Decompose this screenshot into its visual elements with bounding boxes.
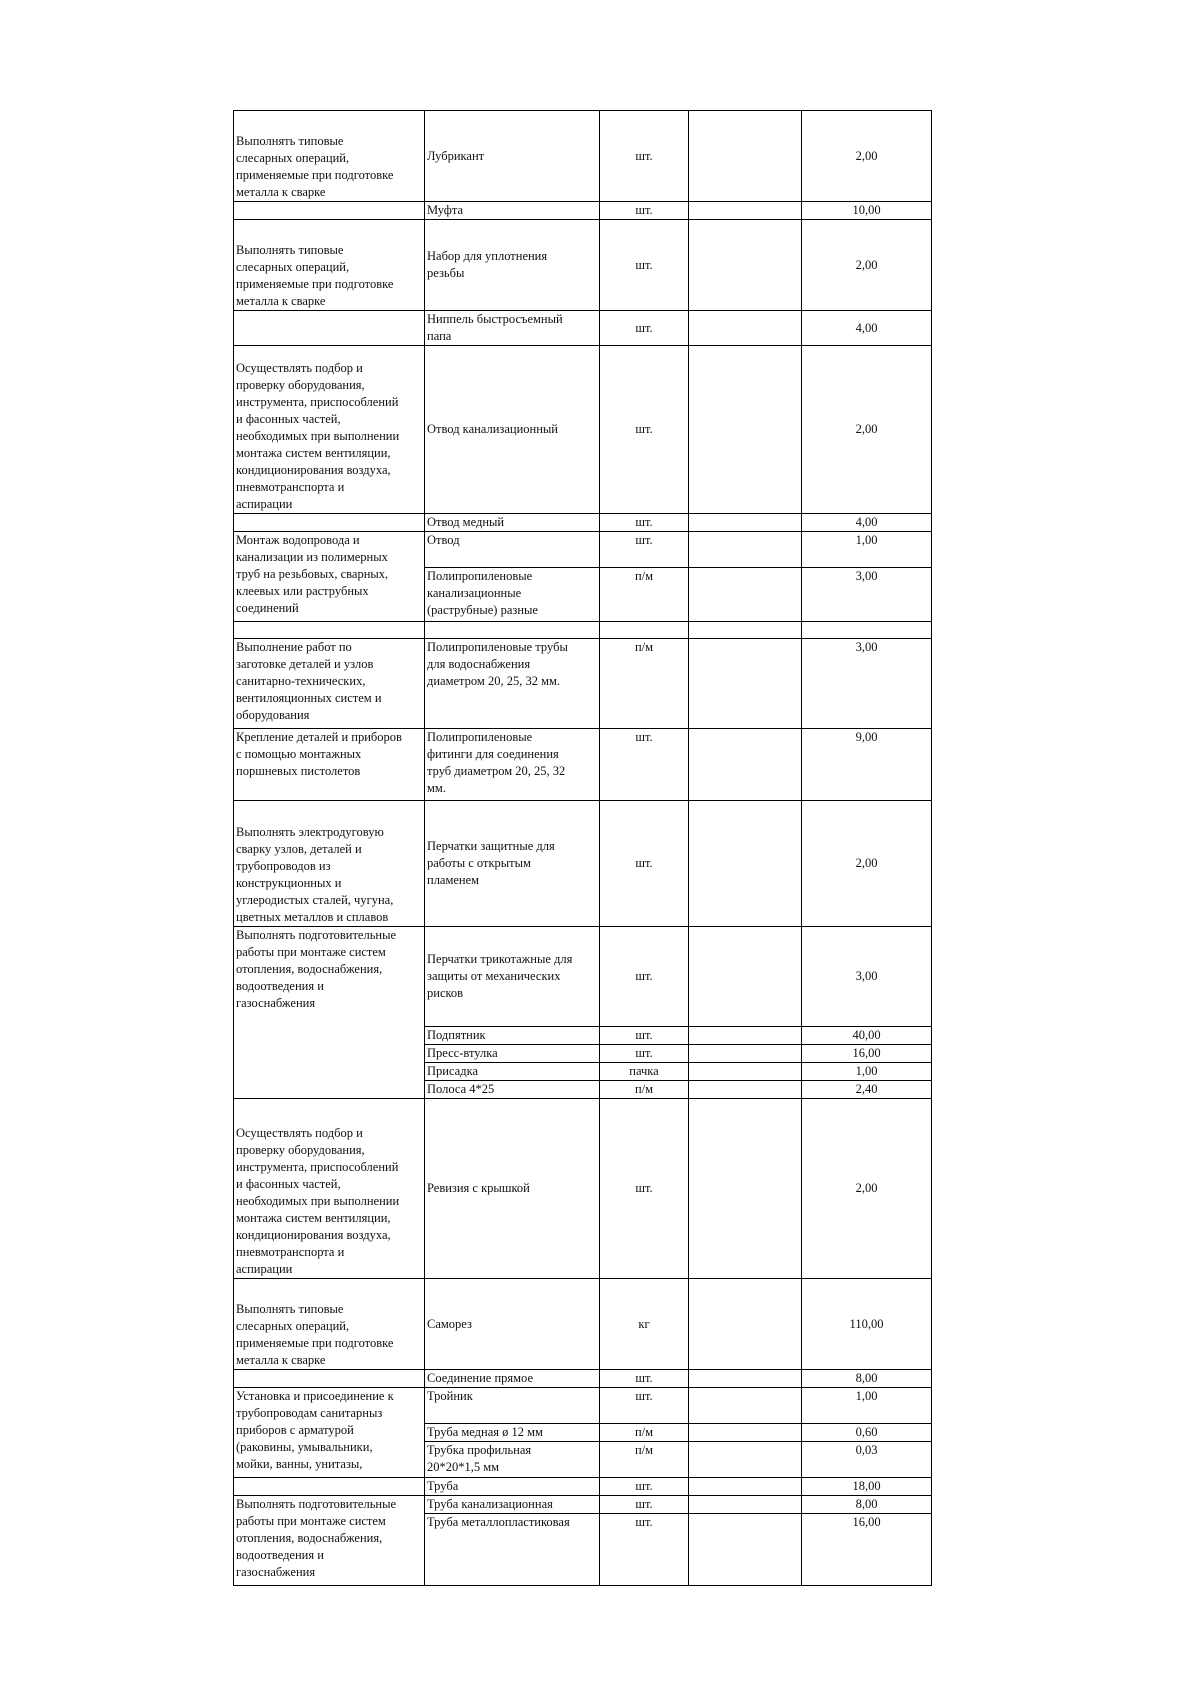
empty-cell xyxy=(689,1081,802,1099)
material-text: Тройник xyxy=(427,1389,473,1403)
material-cell xyxy=(425,532,600,568)
empty-cell xyxy=(689,801,802,927)
quantity-text: 8,00 xyxy=(855,1371,878,1385)
unit-cell xyxy=(600,622,689,639)
competence-cell xyxy=(234,1279,425,1370)
empty-cell xyxy=(689,1370,802,1388)
unit-text: п/м xyxy=(634,1082,654,1096)
quantity-cell xyxy=(802,1370,932,1388)
empty-cell xyxy=(689,1424,802,1442)
quantity-cell xyxy=(802,1442,932,1478)
table-row xyxy=(234,514,932,532)
quantity-cell xyxy=(802,927,932,1027)
empty-cell xyxy=(689,1442,802,1478)
quantity-text: 10,00 xyxy=(852,203,881,217)
quantity-cell xyxy=(802,639,932,729)
quantity-cell xyxy=(802,346,932,514)
material-text: Полоса 4*25 xyxy=(427,1082,495,1096)
unit-text: шт. xyxy=(635,1479,653,1493)
unit-text: шт. xyxy=(635,1028,653,1042)
material-text: Полипропиленовые трубы для водоснабжения диаметром 20, 25, 32 мм. xyxy=(427,640,568,688)
unit-cell xyxy=(600,532,689,568)
unit-text: шт. xyxy=(635,203,653,217)
material-cell xyxy=(425,927,600,1027)
empty-cell xyxy=(689,1388,802,1424)
competence-text: Выполнять типовые слесарных операций, применяемые при подготовке металла к сварке xyxy=(236,243,394,308)
unit-cell xyxy=(600,311,689,346)
competence-cell xyxy=(234,639,425,729)
competence-text: Выполнять подготовительные работы при монтаже систем отопления, водоснабжения, водоотведения и газоснабжения xyxy=(236,928,397,1010)
material-cell xyxy=(425,1063,600,1081)
quantity-cell xyxy=(802,622,932,639)
competence-text: Выполнять типовые слесарных операций, применяемые при подготовке металла к сварке xyxy=(236,1302,394,1367)
competence-text: Монтаж водопровода и канализации из полимерных труб на резьбовых, сварных, клеевых или раструбных соединений xyxy=(236,533,389,615)
competence-cell xyxy=(234,1370,425,1388)
empty-cell xyxy=(689,311,802,346)
unit-cell xyxy=(600,220,689,311)
table-row xyxy=(234,1370,932,1388)
unit-cell xyxy=(600,1514,689,1586)
quantity-text: 3,00 xyxy=(855,640,878,654)
quantity-text: 1,00 xyxy=(855,1064,878,1078)
competence-text: Выполнять подготовительные работы при монтаже систем отопления, водоснабжения, водоотведения и газоснабжения xyxy=(236,1497,397,1579)
material-text: Перчатки защитные для работы с открытым пламенем xyxy=(427,839,555,887)
empty-cell xyxy=(689,1045,802,1063)
quantity-text: 4,00 xyxy=(855,515,878,529)
competence-cell xyxy=(234,927,425,1099)
unit-text: шт. xyxy=(635,1181,653,1195)
unit-cell xyxy=(600,1424,689,1442)
table-row xyxy=(234,532,932,568)
material-text: Труба xyxy=(427,1479,459,1493)
material-text: Труба металлопластиковая xyxy=(427,1515,570,1529)
table-row xyxy=(234,346,932,514)
empty-cell xyxy=(689,1027,802,1045)
quantity-cell xyxy=(802,1424,932,1442)
competence-cell xyxy=(234,622,425,639)
material-cell xyxy=(425,801,600,927)
competence-cell xyxy=(234,801,425,927)
competence-cell xyxy=(234,1478,425,1496)
quantity-text: 2,00 xyxy=(855,422,878,436)
unit-text: п/м xyxy=(634,640,654,654)
quantity-text: 16,00 xyxy=(852,1046,881,1060)
quantity-cell xyxy=(802,1099,932,1279)
material-text: Отвод медный xyxy=(427,515,505,529)
material-cell xyxy=(425,1279,600,1370)
table-row xyxy=(234,639,932,729)
quantity-text: 4,00 xyxy=(855,320,878,335)
quantity-text: 40,00 xyxy=(852,1028,881,1042)
unit-cell xyxy=(600,729,689,801)
material-cell xyxy=(425,568,600,622)
quantity-cell xyxy=(802,1027,932,1045)
material-text: Пресс-втулка xyxy=(427,1046,498,1060)
competence-cell xyxy=(234,202,425,220)
material-text: Труба канализационная xyxy=(427,1497,553,1511)
material-cell xyxy=(425,111,600,202)
table-row xyxy=(234,1388,932,1424)
unit-cell xyxy=(600,1045,689,1063)
quantity-cell xyxy=(802,1081,932,1099)
material-cell xyxy=(425,622,600,639)
material-cell xyxy=(425,1099,600,1279)
quantity-text: 1,00 xyxy=(855,533,878,547)
material-text: Отвод канализационный xyxy=(427,422,558,436)
competence-text: Выполнение работ по заготовке деталей и узлов санитарно-технических, вентилояционных систем и оборудования xyxy=(236,640,382,722)
competence-cell xyxy=(234,1099,425,1279)
quantity-text: 2,00 xyxy=(855,148,878,163)
quantity-cell xyxy=(802,1496,932,1514)
material-text: Саморез xyxy=(427,1316,472,1331)
unit-text: шт. xyxy=(635,1515,653,1529)
material-text: Лубрикант xyxy=(427,148,485,163)
table-row xyxy=(234,927,932,1027)
empty-cell xyxy=(689,111,802,202)
unit-cell xyxy=(600,1496,689,1514)
material-cell xyxy=(425,1045,600,1063)
table-row xyxy=(234,801,932,927)
materials-table xyxy=(233,110,932,1586)
material-text: Труба медная ø 12 мм xyxy=(427,1425,543,1439)
material-cell xyxy=(425,729,600,801)
unit-text: шт. xyxy=(635,257,653,272)
material-cell xyxy=(425,346,600,514)
quantity-cell xyxy=(802,514,932,532)
material-cell xyxy=(425,1514,600,1586)
competence-cell xyxy=(234,111,425,202)
competence-cell xyxy=(234,346,425,514)
quantity-cell xyxy=(802,111,932,202)
competence-cell xyxy=(234,1388,425,1478)
quantity-cell xyxy=(802,220,932,311)
material-cell xyxy=(425,1370,600,1388)
quantity-cell xyxy=(802,311,932,346)
empty-cell xyxy=(689,202,802,220)
quantity-cell xyxy=(802,1279,932,1370)
quantity-text: 110,00 xyxy=(849,1316,884,1331)
material-text: Трубка профильная 20*20*1,5 мм xyxy=(427,1443,532,1474)
quantity-cell xyxy=(802,568,932,622)
material-text: Муфта xyxy=(427,203,464,217)
material-text: Полипропиленовые канализационные (раструбные) разные xyxy=(427,569,538,617)
quantity-text: 0,03 xyxy=(855,1443,878,1457)
table-row xyxy=(234,311,932,346)
unit-cell xyxy=(600,1279,689,1370)
table-row xyxy=(234,202,932,220)
material-cell xyxy=(425,1496,600,1514)
competence-text: Осуществлять подбор и проверку оборудования, инструмента, приспособлений и фасонных частей, необходимых при выполнении монтажа систем вентиляции, кондиционирования воздуха, пневмотранспорта и аспирации xyxy=(236,361,400,511)
empty-cell xyxy=(689,1514,802,1586)
table-row xyxy=(234,1496,932,1514)
material-text: Полипропиленовые фитинги для соединения труб диаметром 20, 25, 32 мм. xyxy=(427,730,566,795)
competence-cell xyxy=(234,532,425,622)
quantity-text: 16,00 xyxy=(852,1515,881,1529)
unit-text: п/м xyxy=(634,1425,654,1439)
unit-text: пачка xyxy=(629,1064,659,1078)
competence-text: Осуществлять подбор и проверку оборудования, инструмента, приспособлений и фасонных частей, необходимых при выполнении монтажа систем вентиляции, кондиционирования воздуха, пневмотранспорта и аспирации xyxy=(236,1126,400,1276)
unit-text: шт. xyxy=(635,1389,653,1403)
material-cell xyxy=(425,1478,600,1496)
empty-cell xyxy=(689,514,802,532)
quantity-text: 2,40 xyxy=(855,1082,878,1096)
empty-cell xyxy=(689,927,802,1027)
unit-cell xyxy=(600,1027,689,1045)
material-text: Присадка xyxy=(427,1064,479,1078)
quantity-text: 3,00 xyxy=(855,569,878,583)
material-cell xyxy=(425,311,600,346)
material-text: Подпятник xyxy=(427,1028,486,1042)
unit-cell xyxy=(600,1370,689,1388)
unit-cell xyxy=(600,1099,689,1279)
unit-cell xyxy=(600,801,689,927)
unit-text: шт. xyxy=(635,856,653,870)
quantity-cell xyxy=(802,1514,932,1586)
quantity-text: 2,00 xyxy=(855,1181,878,1195)
material-text: Ревизия с крышкой xyxy=(427,1181,530,1195)
unit-cell xyxy=(600,1478,689,1496)
material-cell xyxy=(425,1424,600,1442)
unit-text: шт. xyxy=(635,730,653,744)
empty-cell xyxy=(689,1279,802,1370)
unit-cell xyxy=(600,1081,689,1099)
material-cell xyxy=(425,1442,600,1478)
material-cell xyxy=(425,220,600,311)
unit-text: шт. xyxy=(635,148,653,163)
material-cell xyxy=(425,1388,600,1424)
material-text: Ниппель быстросъемный папа xyxy=(427,312,563,343)
unit-cell xyxy=(600,1388,689,1424)
empty-cell xyxy=(689,220,802,311)
quantity-text: 18,00 xyxy=(852,1479,881,1493)
quantity-text: 0,60 xyxy=(855,1425,878,1439)
competence-text: Установка и присоединение к трубопроводам санитарныз приборов с арматурой (раковины, умывальники, мойки, ванны, унитазы, xyxy=(236,1389,394,1471)
quantity-cell xyxy=(802,1388,932,1424)
unit-text: шт. xyxy=(635,515,653,529)
empty-cell xyxy=(689,346,802,514)
unit-cell xyxy=(600,514,689,532)
table-row xyxy=(234,1279,932,1370)
table-row xyxy=(234,220,932,311)
unit-text: шт. xyxy=(635,1371,653,1385)
competence-cell xyxy=(234,311,425,346)
unit-text: шт. xyxy=(635,422,653,436)
unit-text: шт. xyxy=(635,1497,653,1511)
unit-text: шт. xyxy=(635,320,653,335)
quantity-cell xyxy=(802,1045,932,1063)
empty-cell xyxy=(689,639,802,729)
quantity-cell xyxy=(802,801,932,927)
unit-cell xyxy=(600,346,689,514)
material-text: Отвод xyxy=(427,533,460,547)
unit-text: шт. xyxy=(635,1046,653,1060)
table-row xyxy=(234,729,932,801)
unit-text: п/м xyxy=(634,1443,654,1457)
table-row xyxy=(234,1099,932,1279)
quantity-cell xyxy=(802,729,932,801)
table-row xyxy=(234,111,932,202)
empty-cell xyxy=(689,532,802,568)
empty-cell xyxy=(689,1099,802,1279)
quantity-text: 2,00 xyxy=(855,257,878,272)
quantity-cell xyxy=(802,1063,932,1081)
quantity-text: 9,00 xyxy=(855,730,878,744)
material-cell xyxy=(425,1081,600,1099)
empty-cell xyxy=(689,1063,802,1081)
competence-cell xyxy=(234,1496,425,1586)
unit-text: шт. xyxy=(635,969,653,983)
unit-cell xyxy=(600,1442,689,1478)
unit-cell xyxy=(600,202,689,220)
competence-cell xyxy=(234,729,425,801)
unit-text: кг xyxy=(638,1316,650,1331)
competence-text: Выполнять типовые слесарных операций, применяемые при подготовке металла к сварке xyxy=(236,134,394,199)
competence-cell xyxy=(234,514,425,532)
competence-text: Выполнять электродуговую сварку узлов, деталей и трубопроводов из конструкционных и углеродистых сталей, чугуна, цветных металлов и сплавов xyxy=(236,825,394,924)
unit-cell xyxy=(600,111,689,202)
table-row xyxy=(234,622,932,639)
empty-cell xyxy=(689,568,802,622)
material-cell xyxy=(425,1027,600,1045)
unit-cell xyxy=(600,1063,689,1081)
unit-cell xyxy=(600,927,689,1027)
quantity-text: 3,00 xyxy=(855,969,878,983)
competence-cell xyxy=(234,220,425,311)
empty-cell xyxy=(689,622,802,639)
material-cell xyxy=(425,639,600,729)
empty-cell xyxy=(689,1478,802,1496)
competence-text: Крепление деталей и приборов с помощью монтажных поршневых пистолетов xyxy=(236,730,402,778)
material-cell xyxy=(425,514,600,532)
empty-cell xyxy=(689,729,802,801)
material-text: Соединение прямое xyxy=(427,1371,534,1385)
unit-text: п/м xyxy=(634,569,654,583)
quantity-cell xyxy=(802,532,932,568)
quantity-text: 8,00 xyxy=(855,1497,878,1511)
quantity-cell xyxy=(802,202,932,220)
material-text: Перчатки трикотажные для защиты от механических рисков xyxy=(427,952,573,1000)
empty-cell xyxy=(689,1496,802,1514)
unit-cell xyxy=(600,639,689,729)
quantity-text: 2,00 xyxy=(855,856,878,870)
material-cell xyxy=(425,202,600,220)
material-text: Набор для уплотнения резьбы xyxy=(427,249,548,280)
unit-text: шт. xyxy=(635,533,653,547)
quantity-cell xyxy=(802,1478,932,1496)
table-row xyxy=(234,1478,932,1496)
unit-cell xyxy=(600,568,689,622)
quantity-text: 1,00 xyxy=(855,1389,878,1403)
